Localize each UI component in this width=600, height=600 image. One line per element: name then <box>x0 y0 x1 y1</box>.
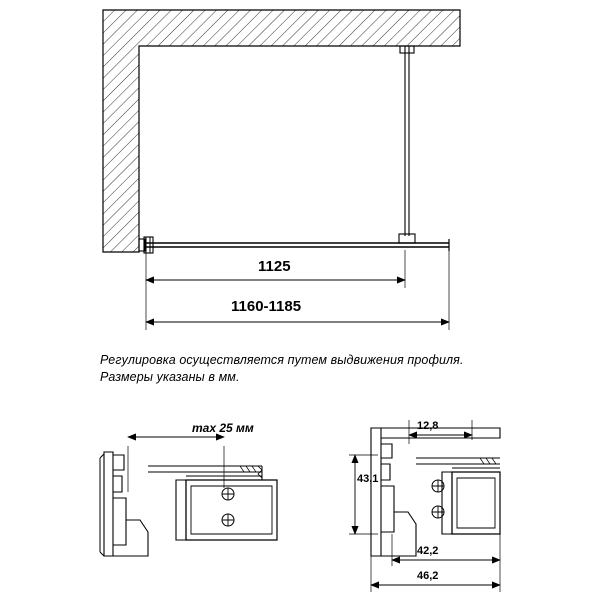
detail-right-profile-section <box>371 428 500 556</box>
dimension-label-range: 1160-1185 <box>231 298 302 315</box>
dimension-label-max25: max 25 мм <box>192 421 254 435</box>
note-line-1: Регулировка осуществляется путем выдвижения профиля. <box>100 353 464 367</box>
note-text <box>100 352 520 386</box>
note-line-2: Размеры указаны в мм. <box>100 370 240 384</box>
dimension-label-12-8: 12,8 <box>417 420 439 432</box>
dimension-label-42-2: 42,2 <box>417 545 439 557</box>
dimension-label-46-2: 46,2 <box>417 570 439 582</box>
dimension-label-43-1: 43,1 <box>357 473 379 485</box>
detail-left-profile-section <box>100 452 277 556</box>
dimension-lines-right-detail <box>349 420 500 592</box>
support-bar <box>399 46 415 243</box>
dimension-label-1125: 1125 <box>258 258 291 275</box>
dimension-extension-lines <box>146 250 449 330</box>
glass-panel-top-view <box>139 237 449 253</box>
